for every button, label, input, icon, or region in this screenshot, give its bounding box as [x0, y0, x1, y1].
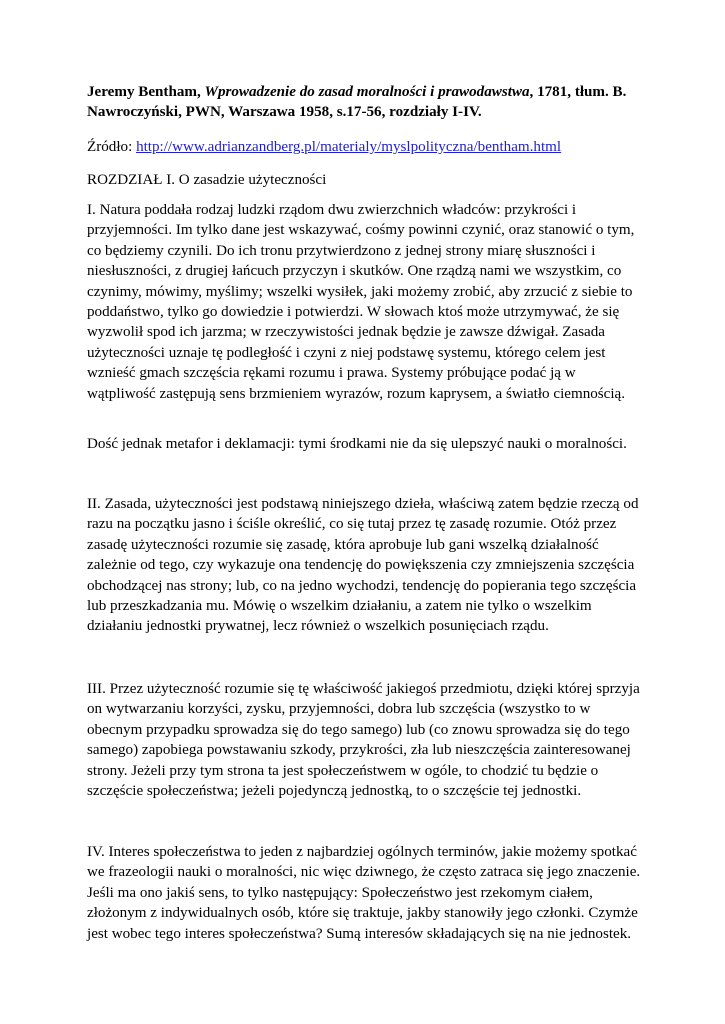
- paragraph-1: I. Natura poddała rodzaj ludzki rządom dwu zwierzchnich władców: przykrości i przyjemności. Im tylko dane jest wskazywać, cośmy powinni czynić, oraz stanowić o tym, co będziemy czynili. Do ich tronu przytwierdzono z jednej strony miarę słuszności i niesłuszności, z drugiej łańcuch przyczyn i skutków. One rządzą nami we wszystkim, co czynimy, mówimy, myślimy; wszelki wysiłek, jaki możemy zrobić, aby zrzucić z siebie to poddaństwo, tylko go dowiedzie i potwierdzi. W słowach ktoś może utrzymywać, że się wyzwolił spod ich jarzma; w rzeczywistości jednak będzie je zawsze dźwigał. Zasada użyteczności uznaje tę podległość i czyni z niej podstawę systemu, którego celem jest wznieść gmach szczęścia rękami rozumu i prawa. Systemy próbujące podać ją w wątpliwość zastępują sens brzmieniem wyrazów, rozum kaprysem, a światło ciemnością.: [87, 202, 635, 402]
- header-book-title: Wprowadzenie do zasad moralności i prawodawstwa: [204, 84, 530, 100]
- header-author: Jeremy Bentham,: [87, 84, 201, 100]
- paragraph-3: II. Zasada, użyteczności jest podstawą niniejszego dzieła, właściwą zatem będzie rzeczą od razu na początku jasno i ściśle określić, co się tutaj przez tę zasadę rozumie. Otóż przez zasadę użyteczności rozumie się zasadę, która aprobuje lub gani wszelką działalność zależnie od tego, czy wykazuje ona tendencję do powiększenia czy zmniejszenia szczęścia obchodzącej nas strony; lub, co na jedno wychodzi, tendencję do popierania tego szczęścia lub przeszkadzania mu. Mówię o wszelkim działaniu, a zatem nie tylko o wszelkim działaniu jednostki prywatnej, lecz również o wszelkich posunięciach rządu.: [87, 496, 639, 635]
- header-publication-details: , 1781, tłum. B. Nawroczyński, PWN, Warszawa 1958, s.17-56, rozdziały I-IV.: [87, 84, 627, 121]
- bibliographic-header: [87, 82, 642, 123]
- chapter-title: ROZDZIAŁ I. O zasadzie użyteczności: [87, 172, 327, 188]
- source-label: Źródło:: [87, 139, 133, 155]
- document-page: [87, 82, 642, 942]
- paragraph-2: Dość jednak metafor i deklamacji: tymi środkami nie da się ulepszyć nauki o moralności.: [87, 436, 627, 452]
- source-line: [87, 137, 561, 157]
- source-link[interactable]: http://www.adrianzandberg.pl/materialy/myslpolityczna/bentham.html: [136, 139, 562, 155]
- paragraph-5: IV. Interes społeczeństwa to jeden z najbardziej ogólnych terminów, jakie możemy spotkać we frazeologii nauki o moralności, nic więc dziwnego, że często zatraca się jego znaczenie. Jeśli ma ono jakiś sens, to tylko następujący: Społeczeństwo jest rzekomym ciałem, złożonym z indywidualnych osób, które się traktuje, jakby stanowiły jego członki. Czymże jest wobec tego interes społeczeństwa? Sumą interesów składających się na nie jednostek.: [87, 844, 641, 942]
- paragraph-4: III. Przez użyteczność rozumie się tę właściwość jakiegoś przedmiotu, dzięki której sprzyja on wytwarzaniu korzyści, zysku, przyjemności, dobra lub szczęścia (wszystko to w obecnym przypadku sprowadza się do tego samego) lub (co znowu sprowadza się do tego samego) zapobiega powstawaniu szkody, przykrości, zła lub nieszczęścia zainteresowanej strony. Jeżeli przy tym strona ta jest społeczeństwem w ogóle, to chodzić tu będzie o szczęście społeczeństwa; jeżeli pojedynczą jednostką, to o szczęście tej jednostki.: [87, 681, 640, 800]
